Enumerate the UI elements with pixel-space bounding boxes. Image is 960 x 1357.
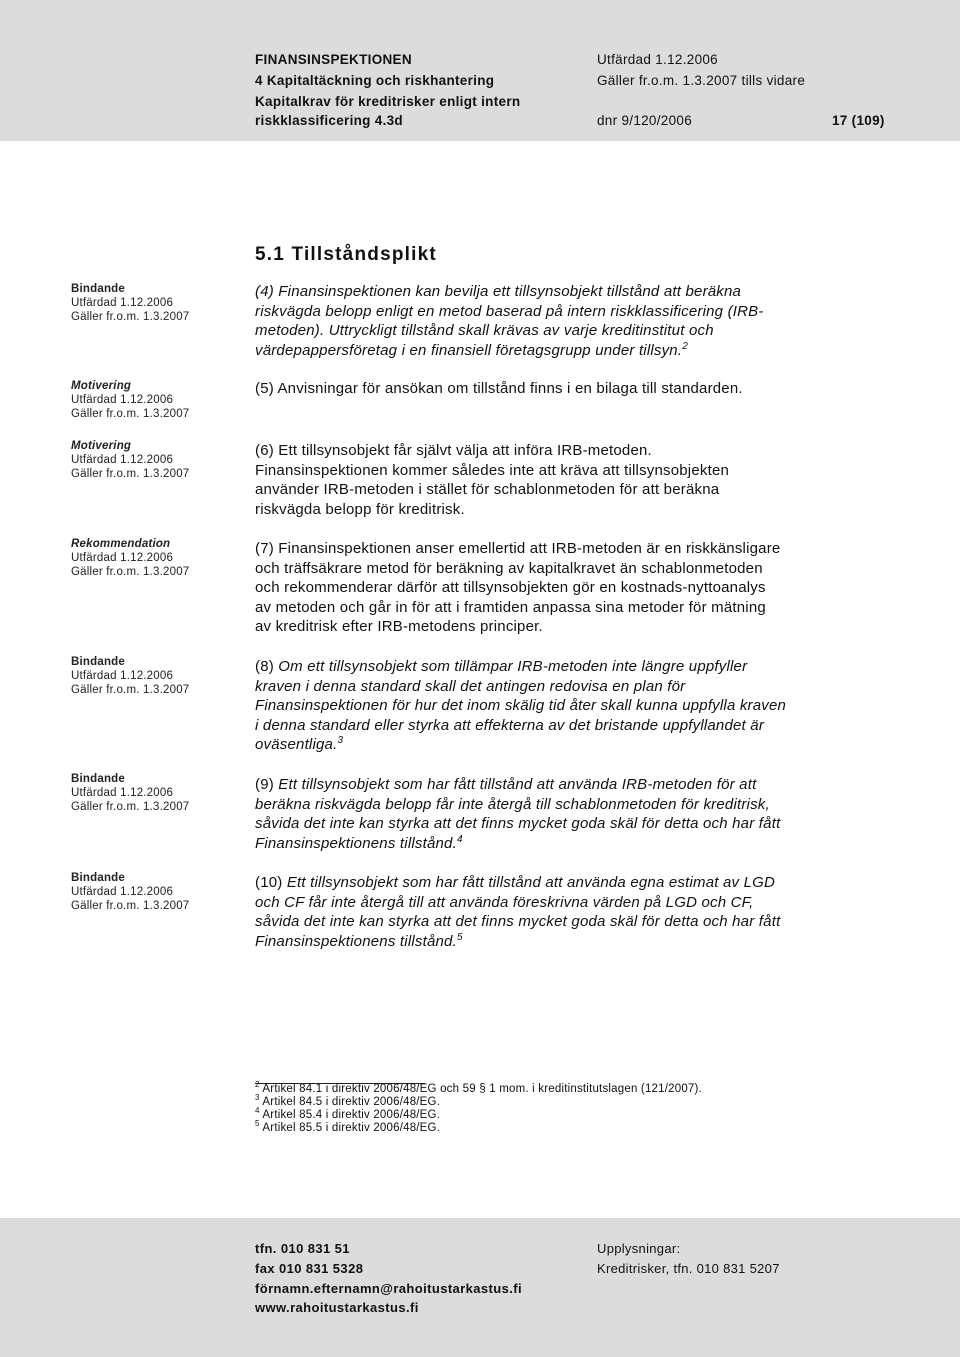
footnote: [255, 1106, 702, 1122]
paragraph-line: värdepappersföretag i en finansiell företagsgrupp under tillsyn.: [255, 341, 683, 359]
paragraph-line: och träffsäkrare metod för beräkning av kapitalkravet än schablonmetoden: [255, 559, 763, 577]
note-valid: Gäller fr.o.m. 1.3.2007: [71, 801, 190, 813]
note-valid: Gäller fr.o.m. 1.3.2007: [71, 311, 190, 323]
note-valid: Gäller fr.o.m. 1.3.2007: [71, 684, 190, 696]
paragraph-line: Ett tillsynsobjekt som har fått tillstånd att använda IRB-metoden för att: [273, 776, 757, 793]
paragraph-line: i denna standard eller styrka att effekterna av det bristande uppfyllandet är: [255, 716, 765, 734]
paragraph-line: Finansinspektionens tillstånd.: [255, 932, 457, 950]
paragraph-5: [255, 379, 875, 399]
paragraph-line: (5) Anvisningar för ansökan om tillstånd finns i en bilaga till standarden.: [255, 380, 743, 397]
footer-email[interactable]: förnamn.efternamn@rahoitustarkastus.fi: [255, 1281, 522, 1296]
footnote: [255, 1080, 702, 1096]
note-issued: Utfärdad 1.12.2006: [71, 670, 174, 682]
note-type: Bindande: [71, 283, 125, 295]
footnote: [255, 1093, 702, 1109]
margin-note: [71, 772, 231, 814]
footnote-number: 4: [255, 1106, 260, 1115]
paragraph-line: såvida det inte kan styrka att det finns mycket goda skäl för detta och har fått: [255, 913, 781, 930]
footnote-ref: 5: [456, 931, 463, 943]
page-footer: [0, 1218, 960, 1357]
footnote-ref: 2: [682, 340, 688, 352]
header-topic-line1: Kapitalkrav för kreditrisker enligt intern: [255, 94, 521, 109]
paragraph-line: Om ett tillsynsobjekt som tillämpar IRB-metoden inte längre uppfyller: [273, 658, 748, 675]
paragraph-number: (9): [255, 776, 274, 793]
paragraph-number: (10): [255, 874, 283, 891]
footnote-number: 3: [255, 1093, 260, 1102]
paragraph-8: [255, 657, 875, 755]
note-issued: Utfärdad 1.12.2006: [71, 297, 174, 309]
note-issued: Utfärdad 1.12.2006: [71, 886, 174, 898]
paragraph-line: oväsentliga.: [255, 736, 338, 753]
footnote-text: Artikel 85.5 i direktiv 2006/48/EG.: [262, 1122, 441, 1134]
footer-fax: fax 010 831 5328: [255, 1261, 364, 1276]
note-issued: Utfärdad 1.12.2006: [71, 394, 174, 406]
paragraph-6: [255, 441, 875, 519]
note-type: Motivering: [71, 440, 132, 452]
margin-note: [71, 871, 231, 913]
header-dnr: dnr 9/120/2006: [597, 113, 693, 128]
note-valid: Gäller fr.o.m. 1.3.2007: [71, 468, 190, 480]
footnote-text: Artikel 84.5 i direktiv 2006/48/EG.: [262, 1096, 441, 1108]
paragraph-line: metoden). Uttryckligt tillstånd skall krävas av varje kreditinstitut och: [255, 322, 714, 339]
note-issued: Utfärdad 1.12.2006: [71, 787, 174, 799]
note-type: Bindande: [71, 656, 125, 668]
paragraph-line: använder IRB-metoden i stället för schablonmetoden för att beräkna: [255, 481, 720, 498]
paragraph-line: kraven i denna standard skall det antingen redovisa en plan för: [255, 677, 686, 695]
footer-info-value: Kreditrisker, tfn. 010 831 5207: [597, 1261, 780, 1276]
paragraph-9: [255, 775, 875, 853]
paragraph-line: beräkna riskvägda belopp får inte återgå till schablonmetoden för kreditrisk,: [255, 795, 770, 813]
paragraph-line: såvida det inte kan styrka att det finns mycket goda skäl för detta och har fått: [255, 815, 781, 832]
section-title: 5.1 Tillståndsplikt: [255, 244, 437, 265]
paragraph-line: Ett tillsynsobjekt som har fått tillstånd att använda egna estimat av LGD: [282, 874, 776, 891]
paragraph-line: Finansinspektionens tillstånd.: [255, 834, 457, 852]
paragraph-line: (4) Finansinspektionen kan bevilja ett tillsynsobjekt tillstånd att beräkna: [255, 283, 742, 300]
note-type: Bindande: [71, 773, 125, 785]
note-valid: Gäller fr.o.m. 1.3.2007: [71, 566, 190, 578]
note-valid: Gäller fr.o.m. 1.3.2007: [71, 408, 190, 420]
note-type: Rekommendation: [71, 538, 171, 550]
paragraph-10: [255, 873, 875, 951]
footnotes: [255, 1080, 702, 1135]
header-chapter: 4 Kapitaltäckning och riskhantering: [255, 73, 495, 88]
paragraph-line: och CF får inte återgå till att använda föreskrivna värden på LGD och CF,: [255, 893, 754, 911]
footnote-ref: 3: [337, 735, 344, 746]
footer-website-link[interactable]: www.rahoitustarkastus.fi: [255, 1300, 419, 1315]
header-valid: Gäller fr.o.m. 1.3.2007 tills vidare: [597, 73, 806, 88]
paragraph-number: (8): [255, 658, 274, 675]
margin-note: [71, 282, 231, 324]
paragraph-line: och rekommenderar därför att tillsynsobjekten gör en kostnads-nyttoanalys: [255, 579, 766, 596]
margin-note: [71, 537, 231, 579]
paragraph-line: riskvägda belopp enligt en metod baserad på intern riskklassificering (IRB-: [255, 302, 764, 320]
footnote-text: Artikel 84.1 i direktiv 2006/48/EG och 59 § 1 mom. i kreditinstitutslagen (121/2007).: [262, 1083, 702, 1095]
note-type: Motivering: [71, 380, 132, 392]
paragraph-line: Finansinspektionen kommer således inte att kräva att tillsynsobjekten: [255, 461, 730, 479]
footnote-number: 2: [255, 1080, 260, 1089]
margin-note: [71, 379, 231, 421]
margin-note: [71, 655, 231, 697]
margin-note: [71, 439, 231, 481]
header-org: FINANSINSPEKTIONEN: [255, 52, 412, 67]
paragraph-line: av kreditrisk efter IRB-metodens principer.: [255, 618, 543, 635]
note-type: Bindande: [71, 872, 125, 884]
footnote-number: 5: [255, 1119, 260, 1128]
footnote-text: Artikel 85.4 i direktiv 2006/48/EG.: [262, 1109, 441, 1121]
paragraph-4: [255, 282, 875, 360]
note-valid: Gäller fr.o.m. 1.3.2007: [71, 900, 190, 912]
paragraph-line: (7) Finansinspektionen anser emellertid att IRB-metoden är en riskkänsligare: [255, 540, 781, 557]
header-topic-line2: riskklassificering 4.3d: [255, 113, 403, 128]
header-page-number: 17 (109): [832, 113, 885, 128]
footnote-ref: 4: [456, 833, 463, 845]
paragraph-line: Finansinspektionen för hur det inom skälig tid åter skall kunna uppfylla kraven: [255, 697, 787, 714]
footer-info-label: Upplysningar:: [597, 1241, 681, 1256]
header-issued: Utfärdad 1.12.2006: [597, 52, 718, 67]
note-issued: Utfärdad 1.12.2006: [71, 454, 174, 466]
paragraph-line: (6) Ett tillsynsobjekt får självt välja att införa IRB-metoden.: [255, 442, 652, 459]
paragraph-line: av metoden och går in för att i framtiden anpassa sina metoder för mätning: [255, 598, 766, 616]
footnote: [255, 1119, 702, 1135]
paragraph-7: [255, 539, 875, 637]
paragraph-line: riskvägda belopp för kreditrisk.: [255, 500, 465, 518]
note-issued: Utfärdad 1.12.2006: [71, 552, 174, 564]
footer-phone: tfn. 010 831 51: [255, 1241, 350, 1256]
page-header: [0, 0, 960, 141]
